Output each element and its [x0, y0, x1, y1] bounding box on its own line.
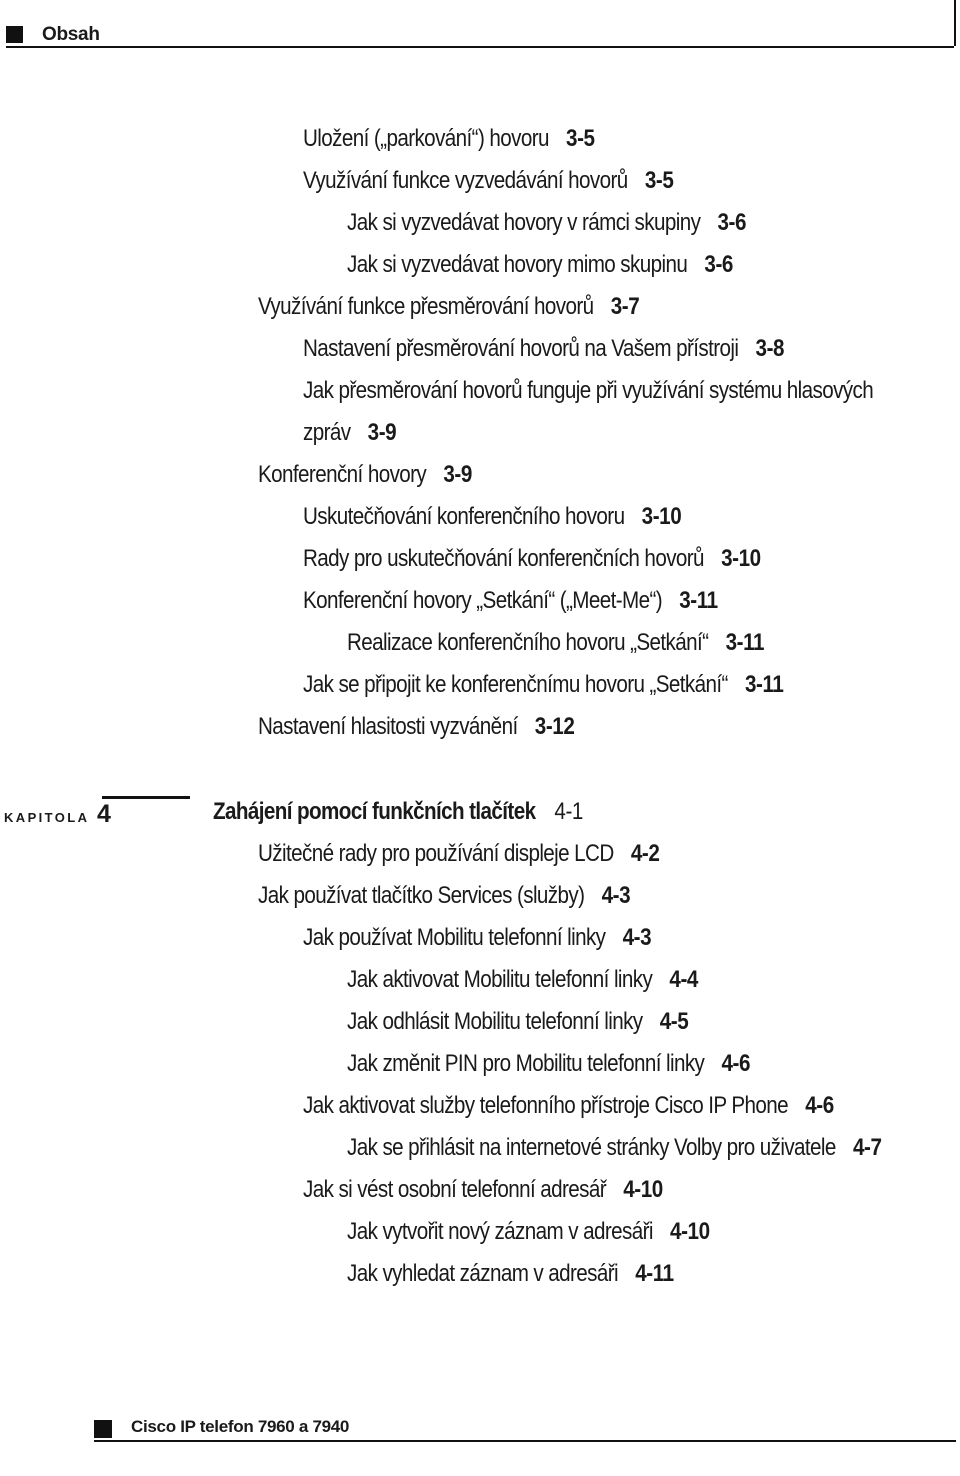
chapter-label: KAPITOLA	[4, 810, 90, 825]
toc-entry[interactable]	[258, 460, 472, 490]
toc-entry[interactable]	[303, 502, 681, 532]
toc-entry[interactable]	[303, 334, 784, 364]
toc-entry[interactable]	[347, 208, 746, 238]
toc-entry-text: Jak vytvořit nový záznam v adresáři	[347, 1218, 653, 1245]
toc-entry[interactable]	[258, 292, 639, 322]
toc-page-number: 3-10	[641, 503, 682, 530]
chapter-title[interactable]	[213, 797, 583, 827]
toc-entry-text: Jak vyhledat záznam v adresáři	[347, 1260, 619, 1287]
toc-entry-text: Využívání funkce vyzvedávání hovorů	[303, 167, 628, 194]
toc-page-number: 3-6	[704, 251, 733, 278]
toc-entry-text: Jak aktivovat Mobilitu telefonní linky	[347, 966, 653, 993]
toc-page-number: 4-1	[554, 798, 583, 825]
toc-entry-text: Realizace konferenčního hovoru „Setkání“	[347, 629, 709, 656]
toc-entry[interactable]	[347, 1007, 688, 1037]
toc-entry-text: Jak si vyzvedávat hovory v rámci skupiny	[347, 209, 701, 236]
toc-page-number: 3-9	[443, 461, 472, 488]
toc-entry[interactable]	[258, 712, 574, 742]
toc-entry-text: Jak změnit PIN pro Mobilitu telefonní linky	[347, 1050, 705, 1077]
toc-entry-text: zpráv	[303, 419, 351, 446]
chapter-rule	[102, 796, 190, 799]
toc-entry-text: Jak si vést osobní telefonní adresář	[303, 1176, 607, 1203]
toc-entry[interactable]	[347, 628, 764, 658]
toc-page-number: 3-11	[745, 671, 784, 698]
toc-entry-text: Využívání funkce přesměrování hovorů	[258, 293, 594, 320]
toc-entry-text: Jak si vyzvedávat hovory mimo skupinu	[347, 251, 688, 278]
toc-page-number: 3-12	[534, 713, 575, 740]
toc-entry-text: Užitečné rady pro používání displeje LCD	[258, 840, 614, 867]
toc-entry[interactable]	[347, 250, 733, 280]
page-header-title: Obsah	[42, 24, 100, 45]
toc-entry[interactable]	[303, 166, 673, 196]
toc-page-number: 4-2	[630, 840, 660, 867]
toc-page-number: 3-7	[610, 293, 640, 320]
toc-entry[interactable]	[303, 923, 651, 953]
toc-page-number: 3-5	[644, 167, 674, 194]
toc-entry-text: Uskutečňování konferenčního hovoru	[303, 503, 625, 530]
toc-page-number: 4-10	[670, 1218, 710, 1245]
toc-entry-text: Rady pro uskutečňování konferenčních hovorů	[303, 545, 704, 572]
toc-entry-text: Konferenční hovory	[258, 461, 427, 488]
toc-entry-text: Jak se přihlásit na internetové stránky Volby pro uživatele	[347, 1134, 836, 1161]
toc-entry[interactable]	[303, 544, 761, 574]
footer-title: Cisco IP telefon 7960 a 7940	[131, 1417, 350, 1436]
toc-entry-text: Nastavení přesměrování hovorů na Vašem přístroji	[303, 335, 739, 362]
toc-page-number: 3-11	[725, 629, 765, 656]
footer-marker	[94, 1420, 112, 1438]
footer-rule	[94, 1440, 956, 1442]
toc-entry-text: Zahájení pomocí funkčních tlačítek	[213, 798, 536, 825]
toc-entry[interactable]	[258, 881, 630, 911]
toc-entry[interactable]	[303, 124, 595, 154]
toc-entry[interactable]	[303, 586, 718, 616]
toc-entry[interactable]	[303, 418, 396, 448]
toc-entry-text: Konferenční hovory „Setkání“ („Meet-Me“)	[303, 587, 663, 614]
toc-entry-text: Jak přesměrování hovorů funguje při využívání systému hlasových	[303, 377, 874, 404]
toc-entry[interactable]	[347, 1217, 710, 1247]
toc-page-number: 4-10	[623, 1176, 663, 1203]
toc-entry[interactable]	[347, 1049, 750, 1079]
toc-page-number: 4-6	[721, 1050, 751, 1077]
toc-entry-text: Uložení („parkování“) hovoru	[303, 125, 549, 152]
toc-entry[interactable]	[347, 1259, 674, 1289]
toc-entry[interactable]	[347, 1133, 882, 1163]
toc-page-number: 4-6	[805, 1092, 834, 1119]
toc-entry[interactable]	[303, 1091, 834, 1121]
toc-page-number: 3-10	[721, 545, 761, 572]
toc-entry-text: Nastavení hlasitosti vyzvánění	[258, 713, 518, 740]
toc-page-number: 3-11	[679, 587, 718, 614]
toc-page-number: 4-7	[852, 1134, 882, 1161]
toc-entry-text: Jak odhlásit Mobilitu telefonní linky	[347, 1008, 643, 1035]
toc-page-number: 4-11	[635, 1260, 674, 1287]
toc-page-number: 3-6	[717, 209, 747, 236]
toc-page-number: 4-3	[622, 924, 652, 951]
toc-page-number: 3-8	[755, 335, 785, 362]
toc-entry-text: Jak používat tlačítko Services (služby)	[258, 882, 585, 909]
toc-page-number: 4-4	[669, 966, 698, 993]
toc-entry-text: Jak aktivovat služby telefonního přístroje Cisco IP Phone	[303, 1092, 789, 1119]
chapter-number: 4	[97, 800, 111, 828]
toc-page-number: 3-5	[566, 125, 595, 152]
toc-entry[interactable]	[303, 1175, 663, 1205]
toc-entry[interactable]	[347, 965, 698, 995]
toc-page-number: 3-9	[367, 419, 397, 446]
toc-entry-text: Jak používat Mobilitu telefonní linky	[303, 924, 606, 951]
toc-entry[interactable]	[303, 670, 783, 700]
toc-page-number: 4-3	[601, 882, 631, 909]
toc-page-number: 4-5	[659, 1008, 689, 1035]
toc-entry[interactable]	[303, 376, 873, 406]
toc-entry[interactable]	[258, 839, 659, 869]
toc-entry-text: Jak se připojit ke konferenčnímu hovoru „Setkání“	[303, 671, 728, 698]
